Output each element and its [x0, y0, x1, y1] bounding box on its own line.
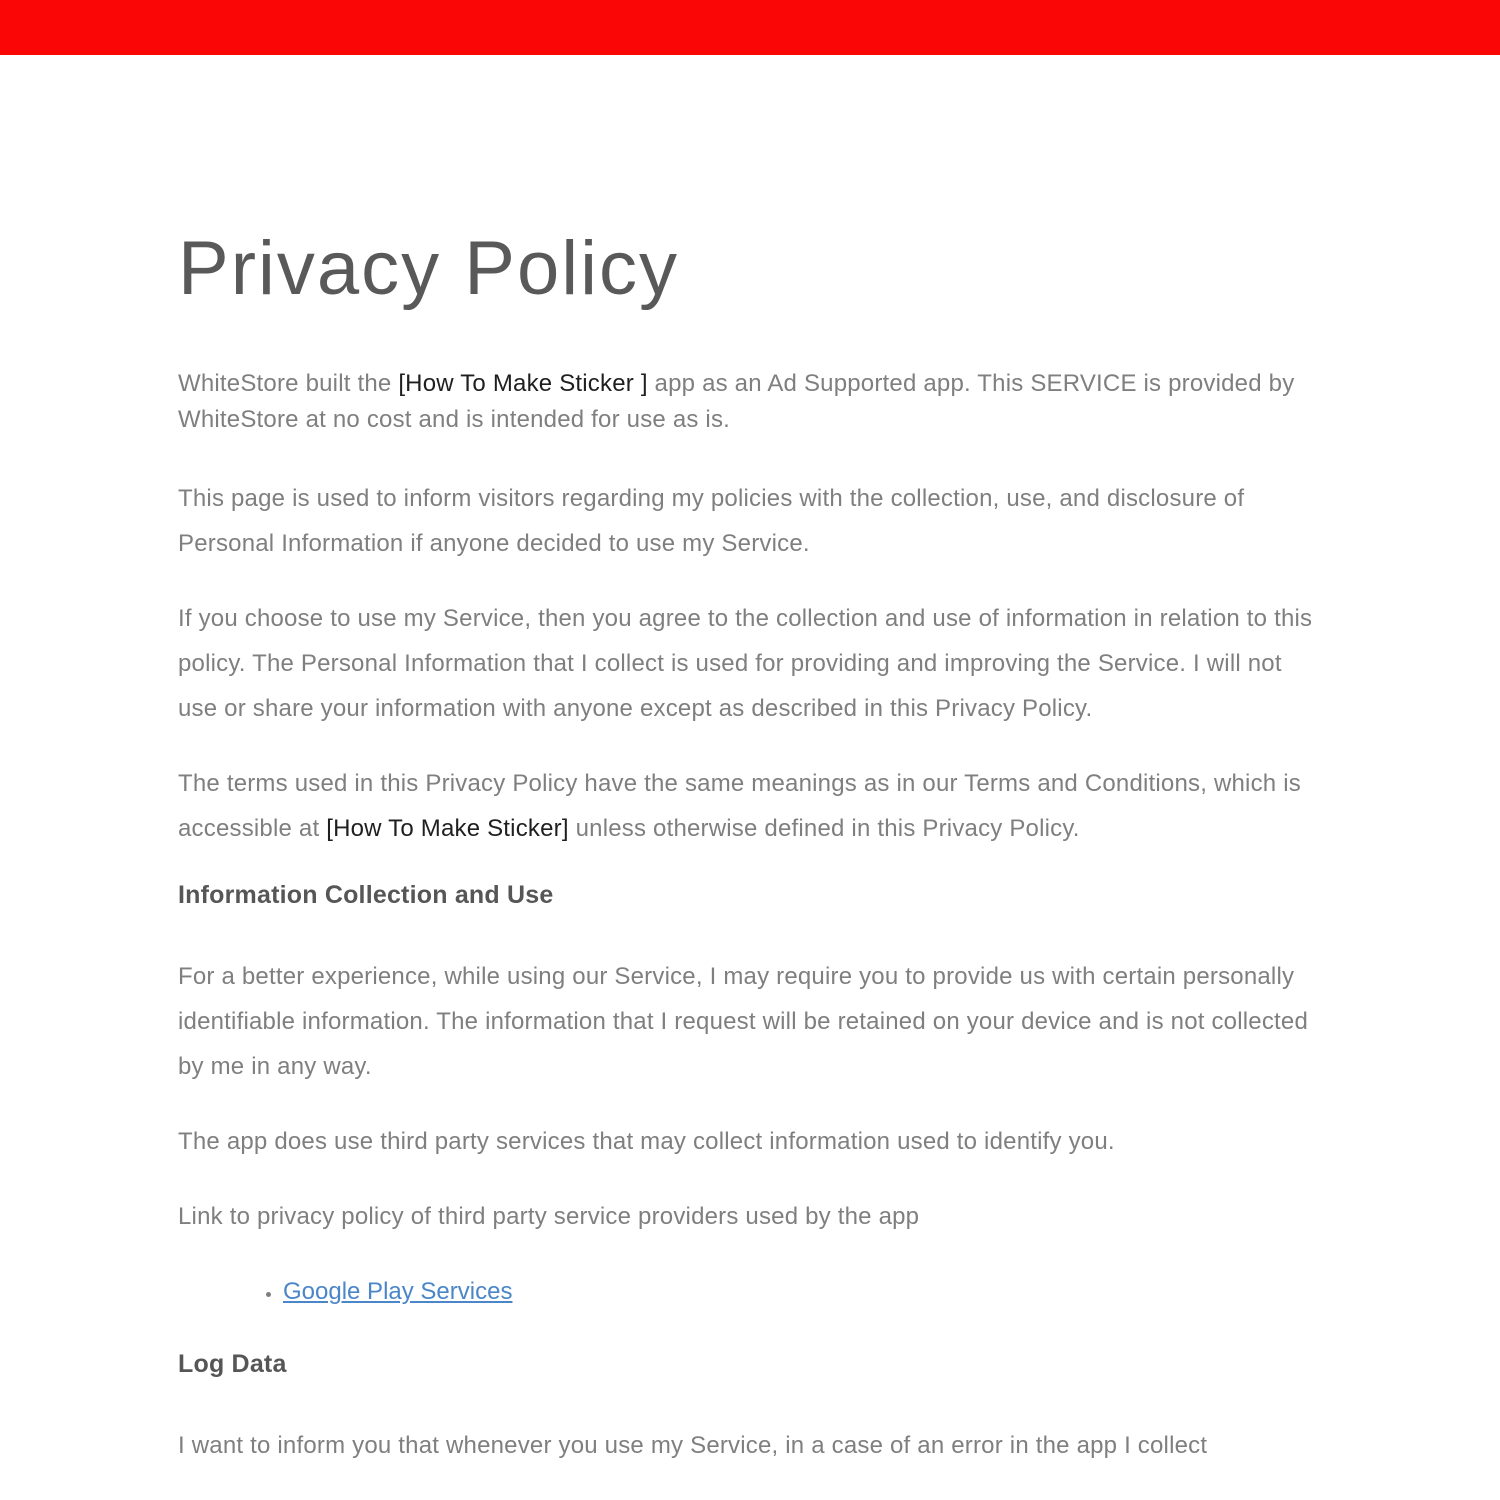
paragraph-agreement: If you choose to use my Service, then you agree to the collection and use of information in relation to this policy. The Personal Information that I collect is used for providing and improving the Service. I will not use or share your information with anyone except as described in this Privacy Policy.: [178, 605, 1313, 723]
app-name-placeholder: [How To Make Sticker]: [326, 815, 569, 843]
paragraph-terms: [178, 761, 1322, 851]
section-heading-information-collection: Information Collection and Use: [178, 881, 554, 910]
paragraph-policies: This page is used to inform visitors regarding my policies with the collection, use, and disclosure of Personal Information if anyone decided to use my Service.: [178, 485, 1245, 558]
page-title: Privacy Policy: [178, 226, 679, 311]
third-party-links-list: [178, 1269, 1322, 1314]
list-item: [283, 1269, 1322, 1314]
paragraph-personal-info: For a better experience, while using our Service, I may require you to provide us with certain personally identifiable information. The information that I request will be retained on your device and is not collected by me in any way.: [178, 963, 1308, 1081]
intro-paragraph: [178, 366, 1322, 438]
paragraph-link-intro: Link to privacy policy of third party service providers used by the app: [178, 1203, 920, 1231]
text-segment: WhiteStore built the: [178, 370, 399, 398]
paragraph-third-party: The app does use third party services that may collect information used to identify you.: [178, 1128, 1115, 1156]
privacy-policy-document: [0, 55, 1500, 1468]
text-segment: app as an Ad Supported app. This SERVICE is provided by WhiteStore at no cost and is intended for use as is.: [178, 370, 1295, 434]
section-heading-log-data: Log Data: [178, 1350, 287, 1379]
app-name-placeholder: [How To Make Sticker ]: [398, 370, 648, 398]
text-segment: unless otherwise defined in this Privacy Policy.: [568, 815, 1080, 843]
paragraph-log-data: I want to inform you that whenever you use my Service, in a case of an error in the app I collect: [178, 1432, 1208, 1460]
top-red-bar: [0, 0, 1500, 55]
google-play-services-link[interactable]: Google Play Services: [283, 1278, 513, 1306]
text-segment: The terms used in this Privacy Policy have the same meanings as in our Terms and Conditions, which is accessible at: [178, 770, 1301, 843]
